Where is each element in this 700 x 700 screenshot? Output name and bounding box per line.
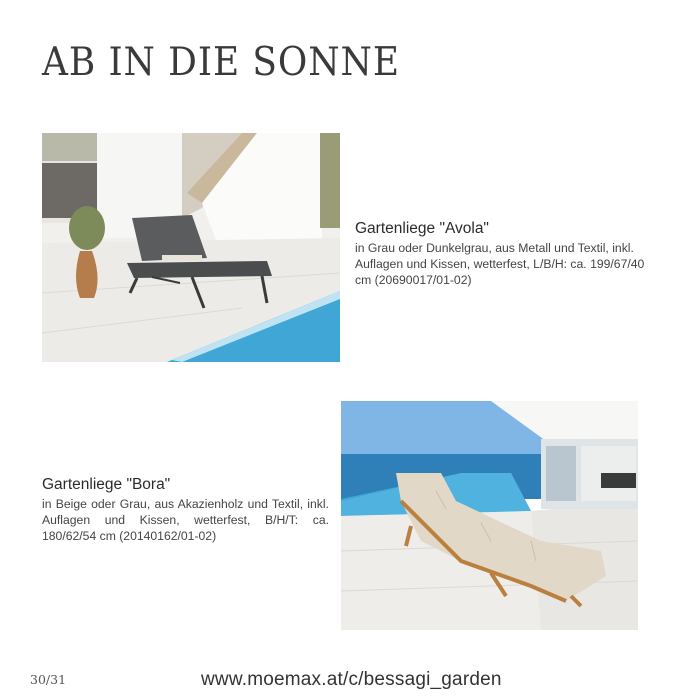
avola-product-name: Gartenliege "Avola" [355, 220, 489, 237]
page-number: 30/31 [30, 672, 67, 687]
avola-product-photo [42, 133, 340, 362]
bora-caption [42, 475, 329, 544]
page-title: AB IN DIE SONNE [42, 40, 400, 85]
bora-product-name: Gartenliege "Bora" [42, 476, 171, 493]
bora-product-photo [341, 401, 638, 630]
footer-url-link[interactable]: www.moemax.at/c/bessagi_garden [201, 669, 502, 690]
bora-product-description: in Beige oder Grau, aus Akazienholz und Textil, inkl. Auflagen und Kissen, wetterfest, B/H/T: ca. 180/62/54 cm (20140162/01-02) [42, 497, 329, 543]
avola-product-description: in Grau oder Dunkelgrau, aus Metall und Textil, inkl. Auflagen und Kissen, wetterfest, L/B/H: ca. 199/67/40 cm (20690017/01-02) [355, 241, 645, 287]
avola-caption [355, 219, 660, 288]
